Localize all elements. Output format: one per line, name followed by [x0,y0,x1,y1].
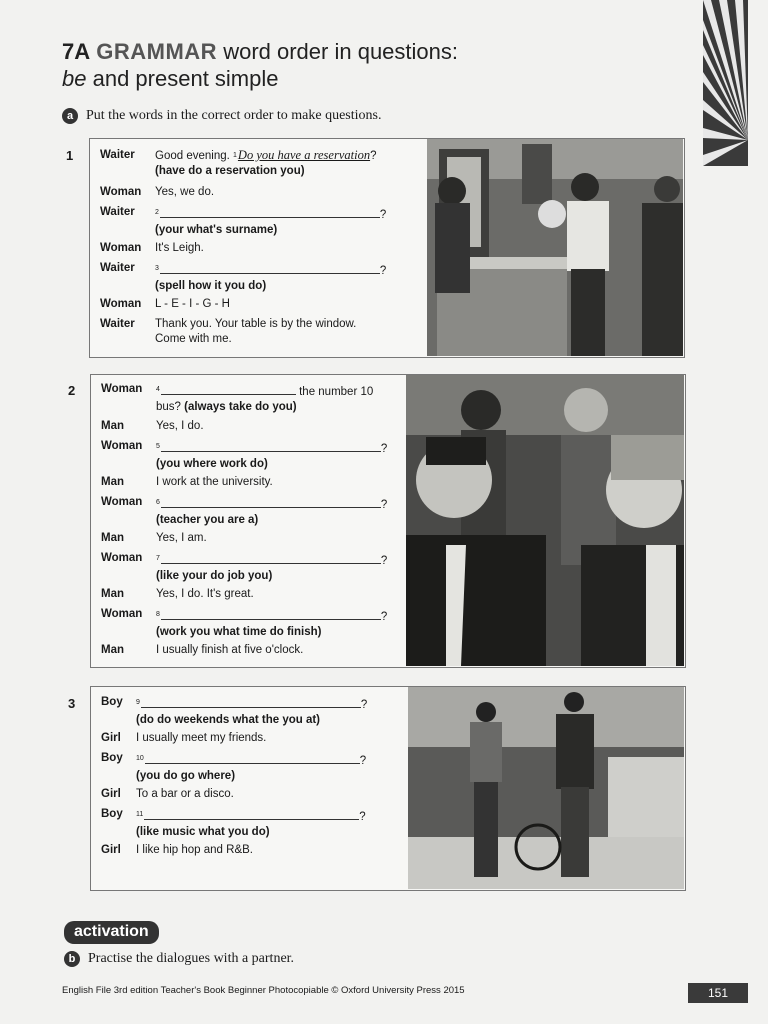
grammar-label: GRAMMAR [96,39,218,64]
page-number: 151 [688,983,748,1003]
speaker-label: Woman [101,383,143,395]
line-text: L - E - I - G - H [155,298,230,310]
speaker-label: Boy [101,696,123,708]
word-hint: (you do go where) [136,770,236,782]
bus-stop-photo [406,375,684,666]
line-text: Yes, I am. [156,532,207,544]
corner-decoration [703,0,748,166]
line-text: I work at the university. [156,476,273,488]
speaker-label: Woman [101,608,143,620]
speaker-label: Boy [101,752,123,764]
speaker-label: Man [101,588,124,600]
speaker-label: Woman [101,496,143,508]
question-number: 2 [155,209,159,216]
speaker-label: Woman [100,242,142,254]
speaker-label: Woman [100,186,142,198]
speaker-label: Girl [101,732,121,744]
answer-blank[interactable] [145,751,360,764]
question-mark: ? [359,811,366,823]
question-mark: ? [360,699,368,711]
speaker-label: Girl [101,844,121,856]
answer-blank[interactable] [161,607,381,620]
line-text [155,205,386,238]
dialogue-2-number: 2 [68,383,76,398]
speaker-label: Man [101,476,124,488]
question-number: 1 [233,152,237,159]
bullet-b: b [64,951,80,967]
example-answer: Do you have a reservation [237,148,371,162]
answer-blank[interactable] [161,382,296,395]
line-text-cont [156,400,373,415]
line-text: Yes, we do. [155,186,215,198]
line-text [156,495,387,528]
line-text: Yes, I do. It's great. [156,588,254,600]
line-text [155,148,376,179]
question-number: 7 [156,555,160,562]
word-hint: (your what's surname) [155,224,278,236]
speaker-label: Waiter [100,262,135,274]
question-mark: ? [370,150,377,162]
answer-blank[interactable] [161,439,381,452]
speaker-label: Woman [101,440,143,452]
line-text [156,551,387,584]
word-hint: (you where work do) [156,458,268,470]
question-number: 11 [136,811,144,818]
footer-credit: English File 3rd edition Teacher's Book Beginner Photocopiable © Oxford University Press 2015 [62,985,465,996]
speaker-label: Man [101,420,124,432]
word-hint: (work you what time do finish) [156,626,322,638]
answer-blank[interactable] [144,807,359,820]
question-mark: ? [379,209,387,221]
line-text: I like hip hop and R&B. [136,844,253,856]
line-text-after: the number 10 [299,386,374,398]
dialogue-3-number: 3 [68,696,76,711]
question-mark: ? [379,265,387,277]
question-mark: ? [380,611,388,623]
word-hint: (like music what you do) [136,826,270,838]
question-number: 10 [136,755,144,762]
speaker-label: Woman [101,552,143,564]
question-mark: ? [380,443,388,455]
question-mark: ? [359,755,367,767]
answer-blank[interactable] [160,261,380,274]
street-photo [408,687,684,889]
line-text-2: Come with me. [155,333,232,345]
line-text [155,261,386,294]
line-text: Yes, I do. [156,420,204,432]
page-title [62,38,458,92]
speaker-label: Man [101,532,124,544]
word-hint: (have do a reservation you) [155,165,305,177]
word-hint: (spell how it you do) [155,280,267,292]
title-part2: and present simple [92,66,279,91]
instruction-b [64,951,294,967]
line-text: To a bar or a disco. [136,788,234,800]
speaker-label: Man [101,644,124,656]
line-text: I usually meet my friends. [136,732,267,744]
question-number: 4 [156,386,160,393]
line-text-1: Thank you. Your table is by the window. [155,318,357,330]
line-text [156,439,387,472]
dialogue-line [100,148,425,180]
answer-blank[interactable] [160,205,380,218]
dialogue-1-number: 1 [66,148,74,163]
activation-label: activation [64,921,159,944]
question-number: 9 [136,699,140,706]
answer-blank[interactable] [161,551,381,564]
question-mark: ? [380,499,388,511]
line-text: It's Leigh. [155,242,204,254]
title-be: be [62,66,87,91]
instruction-a [62,108,381,124]
line-text [136,695,367,728]
speaker-label: Waiter [100,206,135,218]
question-mark: ? [380,555,388,567]
question-number: 8 [156,611,160,618]
speaker-label: Waiter [100,318,135,330]
word-hint: (teacher you are a) [156,514,259,526]
restaurant-photo [427,139,683,356]
line-text [156,382,373,415]
word-hint: (like your do job you) [156,570,273,582]
question-number: 3 [155,265,159,272]
line-text: I usually finish at five o'clock. [156,644,304,656]
speaker-label: Girl [101,788,121,800]
title-part1: word order in questions: [223,39,458,64]
line-text-cont-word: bus? [156,401,181,413]
answer-blank[interactable] [141,695,361,708]
question-number: 5 [156,443,160,450]
lesson-code: 7A [62,39,91,64]
line-text [156,607,387,640]
question-number: 6 [156,499,160,506]
instruction-a-text: Put the words in the correct order to make questions. [86,108,382,123]
word-hint: (do do weekends what the you at) [136,714,321,726]
word-hint: (always take do you) [184,401,297,413]
line-text-start: Good evening. [155,150,230,162]
speaker-label: Woman [100,298,142,310]
line-text [136,807,366,840]
instruction-b-text: Practise the dialogues with a partner. [88,951,295,966]
line-text [155,317,356,347]
bullet-a: a [62,108,78,124]
answer-blank[interactable] [161,495,381,508]
line-text [136,751,366,784]
speaker-label: Boy [101,808,123,820]
speaker-label: Waiter [100,149,135,161]
